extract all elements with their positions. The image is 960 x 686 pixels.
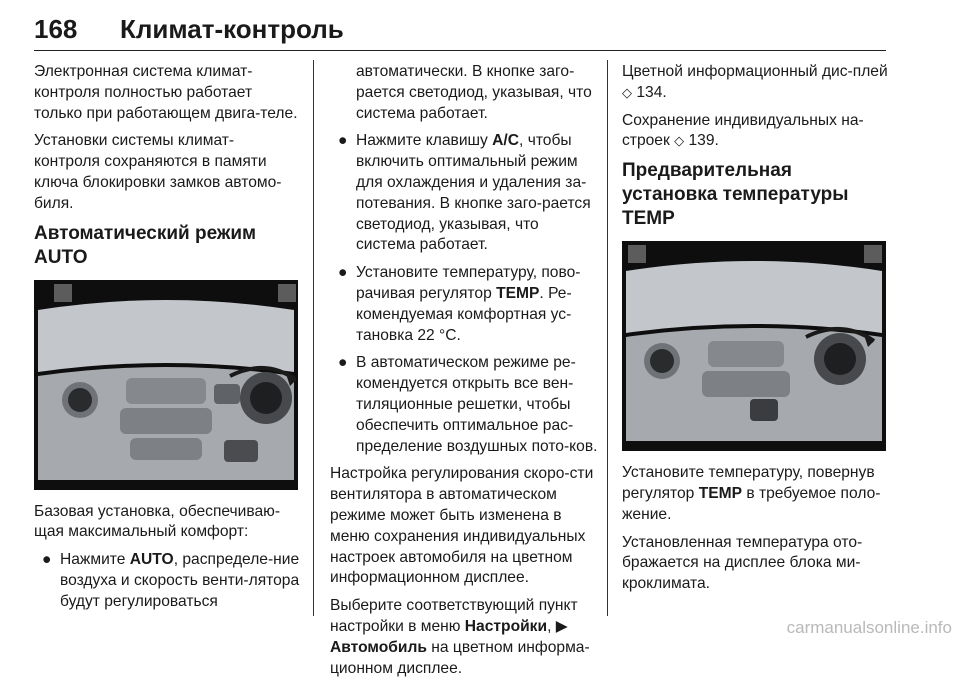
bullet-dot: ● xyxy=(42,551,52,569)
column-divider-2 xyxy=(607,60,608,616)
paragraph: Цветной информационный дис-плей ◇ 134. xyxy=(622,63,888,101)
page-ref-icon: ◇ xyxy=(674,133,685,149)
column-1 xyxy=(34,62,300,620)
column-3 xyxy=(622,62,890,602)
paragraph: Установленная температура ото-бражается на дисплее блока ми-кроклимата. xyxy=(622,533,863,593)
bullet-item: ● Нажмите клавишу A/C, чтобы включить оптимальный режим для охлаждения и удаления за-потевания. В кнопке заго-рается светодиод, указывая, что система работает. xyxy=(338,132,591,254)
paragraph: Установки системы климат-контроля сохраняются в памяти ключа блокировки замков автомо-биля. xyxy=(34,132,282,212)
menu-arrow-icon: ▶ xyxy=(555,617,568,635)
bullet-dot: ● xyxy=(338,354,348,372)
column-2 xyxy=(330,62,598,686)
watermark: carmanualsonline.info xyxy=(786,618,952,637)
climate-panel-photo-temp xyxy=(622,241,886,451)
column-divider-1 xyxy=(313,60,314,616)
bullet-item: ● Нажмите AUTO, распределе-ние воздуха и скорость венти-лятора будут регулироваться xyxy=(42,551,300,610)
page-header xyxy=(34,6,894,52)
section-heading-auto: Автоматический режим AUTO xyxy=(34,222,257,268)
header-rule xyxy=(34,50,886,51)
bullet-dot: ● xyxy=(338,264,348,282)
paragraph: Электронная система климат-контроля полностью работает только при работающем двига-теле. xyxy=(34,63,298,122)
bullet-item: ● Установите температуру, пово-рачивая регулятор TEMP. Ре-комендуемая комфортная ус-тановка 22 °C. xyxy=(338,264,581,344)
paragraph: автоматически. В кнопке заго-рается светодиод, указывая, что система работает. xyxy=(356,63,592,122)
paragraph: Сохранение индивидуальных на-строек ◇ 139. xyxy=(622,111,864,150)
page-number: 168 xyxy=(34,14,78,44)
paragraph: Настройка регулирования скоро-сти вентилятора в автоматическом режиме может быть изменена в меню сохранения индивидуальных настроек автомобиля на цветном информационном дисплее. xyxy=(330,465,594,587)
paragraph: Установите температуру, повернув регулятор TEMP в требуемое поло-жение. xyxy=(622,464,881,523)
section-heading-temp: Предварительная установка температуры TEMP xyxy=(622,160,849,230)
climate-panel-photo-auto xyxy=(34,280,298,490)
paragraph: Базовая установка, обеспечиваю-щая максимальный комфорт: xyxy=(34,502,281,541)
page-ref-icon: ◇ xyxy=(622,84,632,100)
bullet-dot: ● xyxy=(338,132,348,150)
paragraph: Выберите соответствующий пункт настройки в меню Настройки, ▶ Автомобиль на цветном информа-ционном дисплее. xyxy=(330,597,590,677)
chapter-title: Климат-контроль xyxy=(120,14,344,44)
bullet-item: ● В автоматическом режиме ре-комендуется открыть все вен-тиляционные решетки, чтобы обеспечить оптимальное рас-пределение воздушных пото-ков. xyxy=(338,354,598,455)
